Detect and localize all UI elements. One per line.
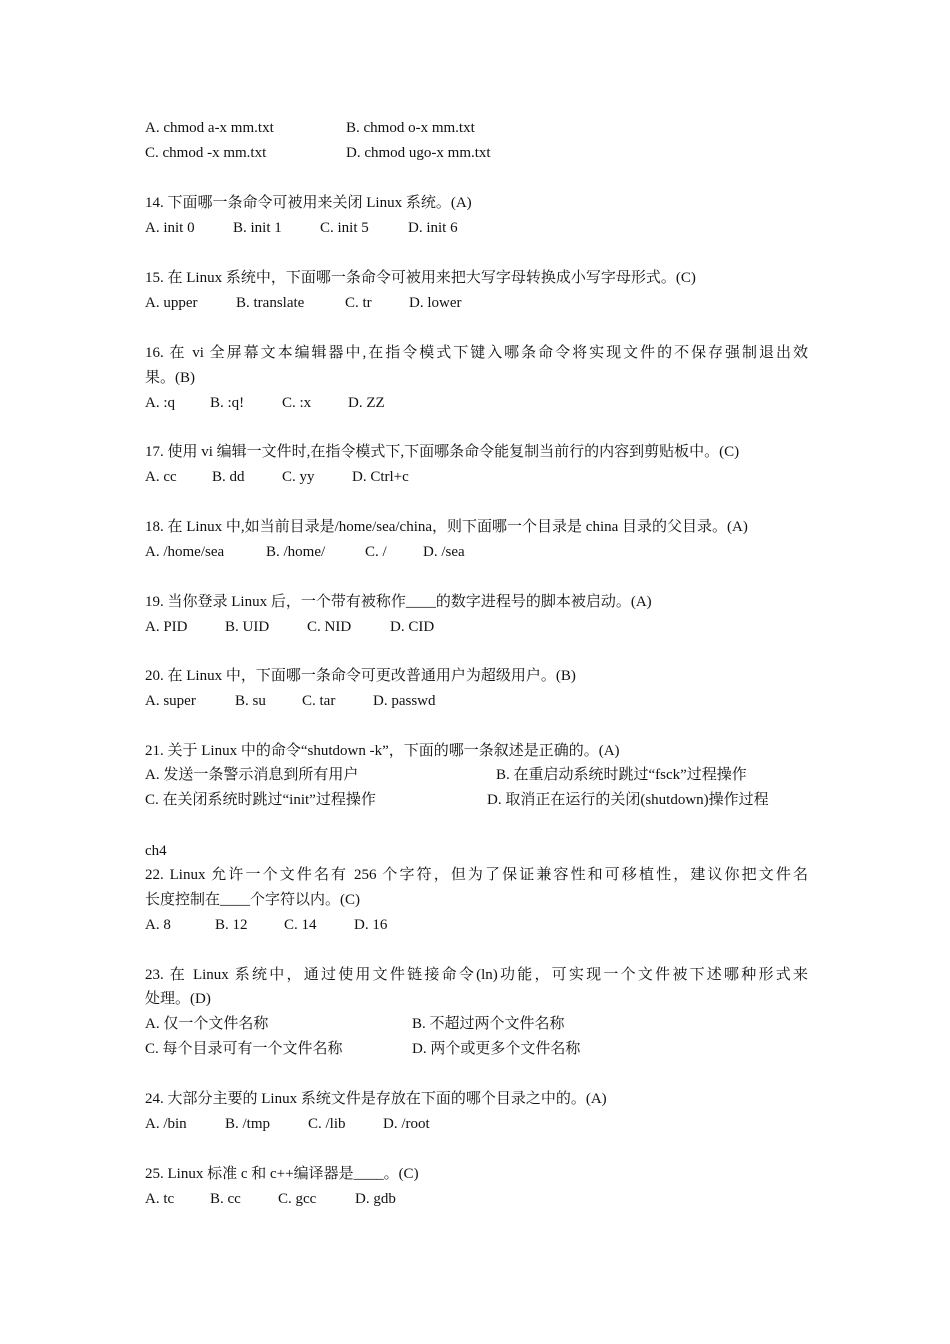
q22-option-c: C. 14 (284, 917, 317, 933)
q16-option-d: D. ZZ (348, 395, 385, 411)
q25-text: 25. Linux 标准 c 和 c++编译器是____。(C) (145, 1166, 419, 1182)
q23-option-a: A. 仅一个文件名称 (145, 1016, 269, 1032)
q19-option-d: D. CID (390, 619, 435, 635)
q25-option-c: C. gcc (278, 1191, 317, 1207)
q25-option-d: D. gdb (355, 1191, 396, 1207)
q24-option-d: D. /root (383, 1116, 430, 1132)
q17-option-a: A. cc (145, 469, 177, 485)
q22-option-b: B. 12 (215, 917, 248, 933)
q23-text-line1: 23. 在 Linux 系统中，通过使用文件链接命令(ln)功能，可实现一个文件被下述哪种形式来 (145, 967, 808, 983)
q19-option-c: C. NID (307, 619, 352, 635)
q22-text-line1: 22. Linux 允许一个文件名有 256 个字符，但为了保证兼容性和可移植性，建议你把文件名 (145, 867, 808, 883)
q21-text: 21. 关于 Linux 中的命令“shutdown -k”，下面的哪一条叙述是正确的。(A) (145, 743, 620, 759)
q20-option-a: A. super (145, 693, 196, 709)
q15-option-b: B. translate (236, 295, 305, 311)
q24-option-b: B. /tmp (225, 1116, 271, 1132)
q18-text: 18. 在 Linux 中,如当前目录是/home/sea/china，则下面哪一个目录是 china 目录的父目录。(A) (145, 519, 748, 535)
q20-option-b: B. su (235, 693, 266, 709)
q16-option-b: B. :q! (210, 395, 245, 411)
q19-text: 19. 当你登录 Linux 后，一个带有被称作____的数字进程号的脚本被启动。(A) (145, 594, 652, 610)
q20-text: 20. 在 Linux 中，下面哪一条命令可更改普通用户为超级用户。(B) (145, 668, 576, 684)
q14-option-c: C. init 5 (320, 220, 369, 236)
q15-option-d: D. lower (409, 295, 462, 311)
chapter-heading: ch4 (145, 843, 167, 859)
q17-option-b: B. dd (212, 469, 245, 485)
q13-option-d: D. chmod ugo-x mm.txt (346, 145, 491, 161)
q22-option-a: A. 8 (145, 917, 171, 933)
q14-option-b: B. init 1 (233, 220, 282, 236)
q19-option-b: B. UID (225, 619, 270, 635)
q20-option-d: D. passwd (373, 693, 436, 709)
q21-option-d: D. 取消正在运行的关闭(shutdown)操作过程 (487, 792, 769, 808)
q15-option-a: A. upper (145, 295, 198, 311)
q17-text: 17. 使用 vi 编辑一文件时,在指令模式下,下面哪条命令能复制当前行的内容到剪贴板中。(C) (145, 444, 740, 460)
q18-option-c: C. / (365, 544, 387, 560)
q25-option-b: B. cc (210, 1191, 241, 1207)
q24-option-a: A. /bin (145, 1116, 187, 1132)
q23-option-c: C. 每个目录可有一个文件名称 (145, 1041, 343, 1057)
q14-option-a: A. init 0 (145, 220, 195, 236)
q18-option-a: A. /home/sea (145, 544, 225, 560)
q16-text-line2: 果。(B) (145, 370, 195, 386)
q15-option-c: C. tr (345, 295, 372, 311)
q16-text-line1: 16. 在 vi 全屏幕文本编辑器中,在指令模式下键入哪条命令将实现文件的不保存强制退出效 (145, 345, 808, 361)
q21-option-c: C. 在关闭系统时跳过“init”过程操作 (145, 792, 376, 808)
q23-option-b: B. 不超过两个文件名称 (412, 1016, 565, 1032)
q13-option-a: A. chmod a-x mm.txt (145, 120, 274, 136)
q22-option-d: D. 16 (354, 917, 388, 933)
q18-option-b: B. /home/ (266, 544, 326, 560)
q22-text-line2: 长度控制在____个字符以内。(C) (145, 892, 360, 908)
q13-option-c: C. chmod -x mm.txt (145, 145, 267, 161)
q25-option-a: A. tc (145, 1191, 175, 1207)
q20-option-c: C. tar (302, 693, 336, 709)
q21-option-b: B. 在重启动系统时跳过“fsck”过程操作 (496, 767, 747, 783)
q21-option-a: A. 发送一条警示消息到所有用户 (145, 767, 359, 783)
q19-option-a: A. PID (145, 619, 188, 635)
q17-option-c: C. yy (282, 469, 315, 485)
q24-text: 24. 大部分主要的 Linux 系统文件是存放在下面的哪个目录之中的。(A) (145, 1091, 607, 1107)
q24-option-c: C. /lib (308, 1116, 346, 1132)
q23-option-d: D. 两个或更多个文件名称 (412, 1041, 581, 1057)
q18-option-d: D. /sea (423, 544, 465, 560)
q17-option-d: D. Ctrl+c (352, 469, 409, 485)
q13-option-b: B. chmod o-x mm.txt (346, 120, 475, 136)
q16-option-a: A. :q (145, 395, 175, 411)
q14-text: 14. 下面哪一条命令可被用来关闭 Linux 系统。(A) (145, 195, 472, 211)
q23-text-line2: 处理。(D) (145, 991, 211, 1007)
q14-option-d: D. init 6 (408, 220, 458, 236)
q16-option-c: C. :x (282, 395, 312, 411)
q15-text: 15. 在 Linux 系统中，下面哪一条命令可被用来把大写字母转换成小写字母形式。(C) (145, 270, 696, 286)
